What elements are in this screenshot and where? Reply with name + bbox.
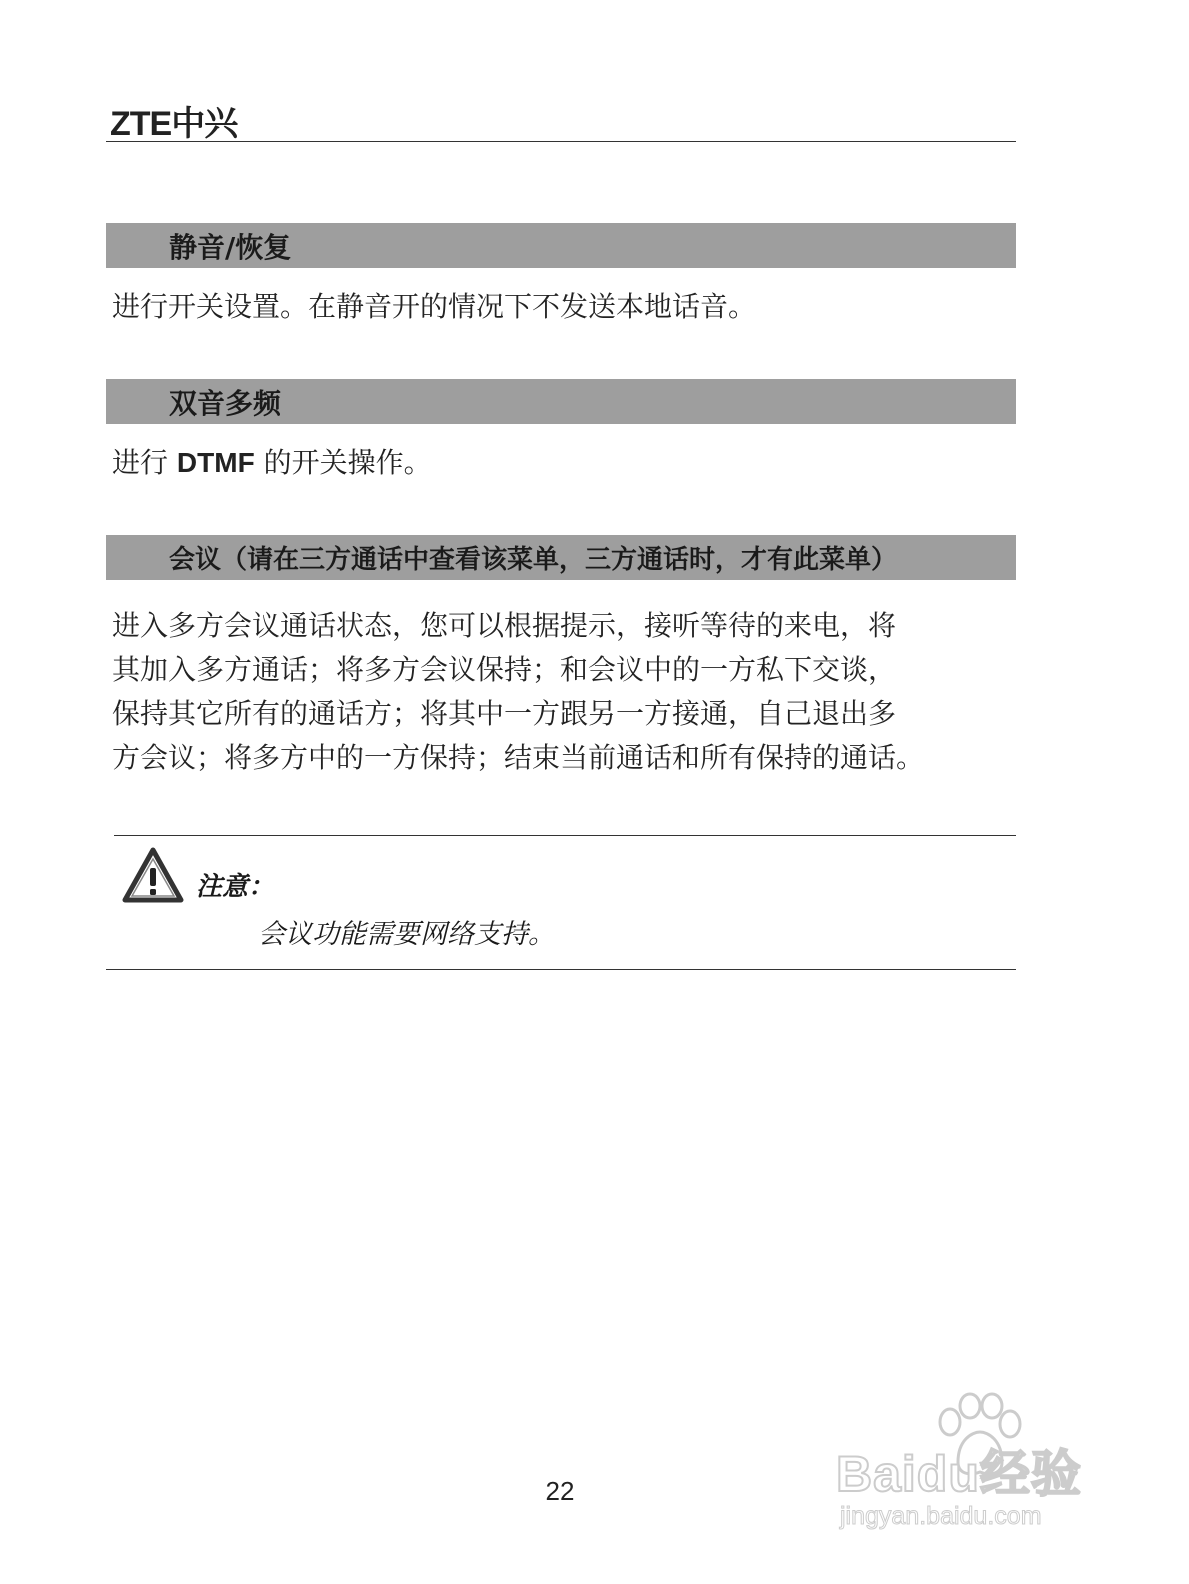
paragraph-line: 进入多方会议通话状态，您可以根据提示，接听等待的来电，将 [112, 609, 897, 642]
note-title: 注意： [196, 872, 275, 902]
dtmf-suffix: 的开关操作。 [263, 446, 432, 479]
note-top-divider [114, 835, 1016, 836]
watermark-url: jingyan.baidu.com [840, 1502, 1042, 1530]
section-body-dtmf [112, 441, 1017, 485]
page-number: 22 [545, 1476, 575, 1506]
zte-logo: ZTE中兴 [110, 105, 238, 143]
section-heading-conference: 会议（请在三方通话中查看该菜单，三方通话时，才有此菜单） [106, 535, 1016, 580]
paragraph-line: 进行开关设置。在静音开的情况下不发送本地话音。 [112, 290, 757, 323]
note-bottom-divider [106, 969, 1016, 970]
paragraph-line: 保持其它所有的通话方；将其中一方跟另一方接通，自己退出多 [112, 697, 897, 730]
paragraph-line: 方会议；将多方中的一方保持；结束当前通话和所有保持的通话。 [112, 741, 925, 774]
section-body-mute [112, 285, 1017, 329]
dtmf-term: DTMF [176, 447, 255, 478]
header-divider [106, 141, 1016, 142]
dtmf-prefix: 进行 [112, 446, 169, 479]
watermark-main-text: Baidu经验 [836, 1446, 1082, 1502]
baidu-watermark [832, 1392, 1112, 1532]
note-text: 会议功能需要网络支持。 [258, 919, 555, 950]
warning-triangle-icon [122, 847, 184, 903]
paragraph-line [112, 441, 1017, 485]
section-body-conference [112, 604, 1017, 780]
section-heading-mute: 静音/恢复 [106, 223, 1016, 268]
paragraph-line: 其加入多方通话；将多方会议保持；和会议中的一方私下交谈， [112, 653, 897, 686]
section-heading-dtmf: 双音多频 [106, 379, 1016, 424]
